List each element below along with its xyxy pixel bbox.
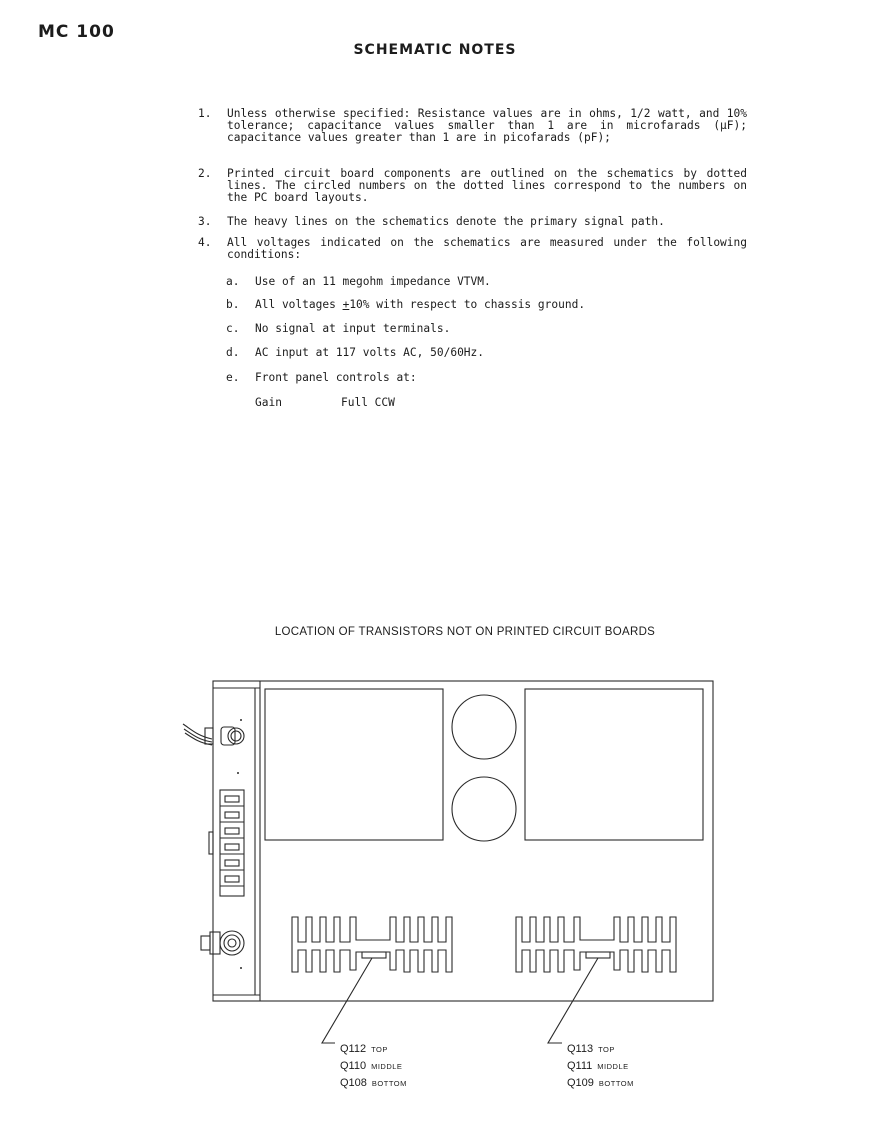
right-heat-sink bbox=[516, 917, 676, 972]
condition-text-pre: All voltages bbox=[255, 298, 343, 311]
chassis-outline bbox=[213, 681, 713, 1001]
note-text: Printed circuit board components are outlined on the schematics by dotted lines. The circled numbers on the dotted lines correspond to the numbers on the PC board layouts. bbox=[227, 167, 747, 204]
figure-caption: LOCATION OF TRANSISTORS NOT ON PRINTED CIRCUIT BOARDS bbox=[274, 626, 656, 638]
left-transformer bbox=[265, 689, 443, 840]
note-number: 3. bbox=[198, 215, 212, 228]
control-value: Full CCW bbox=[341, 396, 395, 409]
page-title: SCHEMATIC NOTES bbox=[353, 42, 517, 58]
condition-letter: e. bbox=[226, 371, 240, 384]
transistor-label: Q112 TOP bbox=[340, 1043, 388, 1055]
fuse-holder-icon bbox=[221, 727, 244, 745]
document-id: MC 100 bbox=[38, 22, 115, 42]
power-cord bbox=[183, 724, 213, 745]
condition-text: No signal at input terminals. bbox=[255, 322, 451, 335]
condition-letter: b. bbox=[226, 298, 240, 311]
transistor-label: Q110 MIDDLE bbox=[340, 1060, 403, 1072]
note-text: Unless otherwise specified: Resistance values are in ohms, 1/2 watt, and 10% tolerance; capacitance values smaller than 1 are in microfarads (µF); capacitance values greater than 1 are in picofarads (pF); bbox=[227, 107, 747, 144]
condition-text: Use of an 11 megohm impedance VTVM. bbox=[255, 275, 491, 288]
terminal-strip bbox=[209, 790, 244, 896]
transistor-label: Q108 BOTTOM bbox=[340, 1077, 407, 1089]
note-number: 1. bbox=[198, 107, 212, 120]
transistor-label: Q111 MIDDLE bbox=[567, 1060, 629, 1072]
condition-letter: c. bbox=[226, 322, 240, 335]
plus-minus-sign: + bbox=[342, 298, 350, 311]
note-number: 2. bbox=[198, 167, 212, 180]
note-text: All voltages indicated on the schematics are measured under the following conditions: bbox=[227, 236, 747, 261]
note-text: The heavy lines on the schematics denote the primary signal path. bbox=[227, 215, 665, 228]
left-heat-sink bbox=[292, 917, 452, 972]
condition-letter: a. bbox=[226, 275, 240, 288]
input-jack-icon bbox=[201, 931, 244, 955]
left-transistor-labels bbox=[340, 1041, 407, 1092]
condition-letter: d. bbox=[226, 346, 240, 359]
right-transformer bbox=[525, 689, 703, 840]
filter-capacitor-bottom bbox=[452, 777, 516, 841]
note-number: 4. bbox=[198, 236, 212, 249]
condition-text: AC input at 117 volts AC, 50/60Hz. bbox=[255, 346, 485, 359]
control-name: Gain bbox=[255, 396, 282, 409]
right-transistor-labels bbox=[567, 1041, 634, 1092]
transistor-label: Q109 BOTTOM bbox=[567, 1077, 634, 1089]
condition-text: Front panel controls at: bbox=[255, 371, 417, 384]
condition-text-post: 10% with respect to chassis ground. bbox=[349, 298, 586, 311]
transistor-label: Q113 TOP bbox=[567, 1043, 615, 1055]
filter-capacitor-top bbox=[452, 695, 516, 759]
